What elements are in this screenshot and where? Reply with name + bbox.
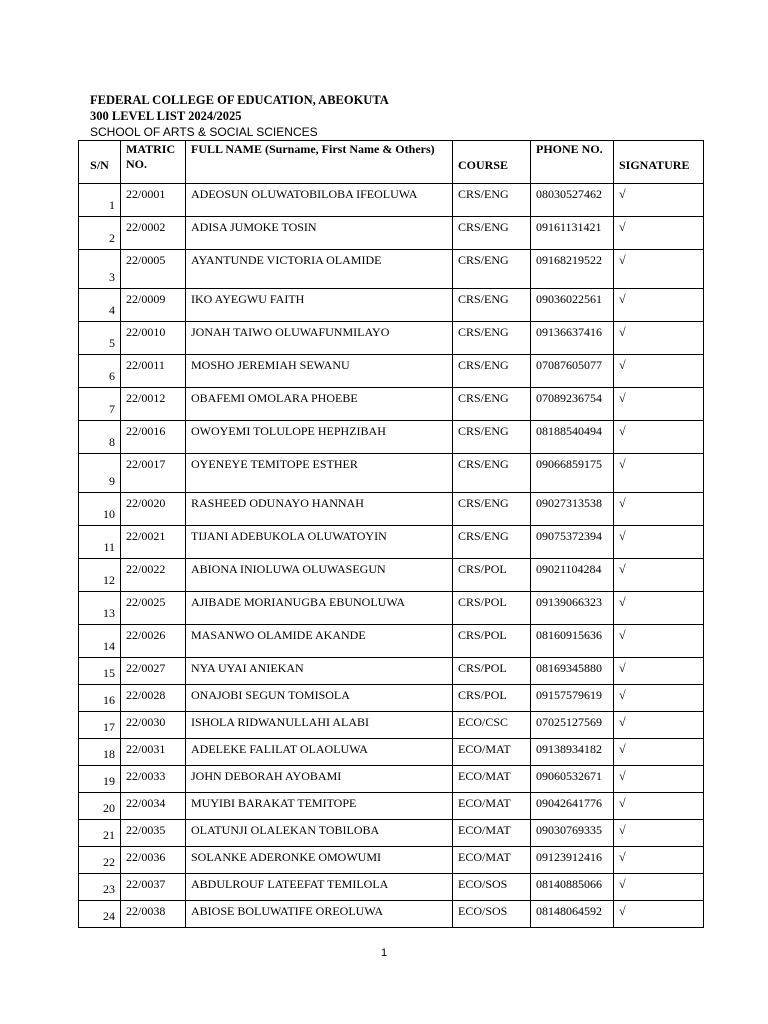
cell-signature: √ bbox=[614, 526, 704, 559]
cell-course: CRS/ENG bbox=[453, 493, 531, 526]
cell-fullname: ABIOSE BOLUWATIFE OREOLUWA bbox=[186, 901, 453, 928]
cell-phone: 09157579619 bbox=[531, 685, 614, 712]
cell-course: CRS/ENG bbox=[453, 184, 531, 217]
cell-fullname: MUYIBI BARAKAT TEMITOPE bbox=[186, 793, 453, 820]
cell-signature: √ bbox=[614, 847, 704, 874]
cell-phone: 09036022561 bbox=[531, 289, 614, 322]
cell-fullname: ONAJOBI SEGUN TOMISOLA bbox=[186, 685, 453, 712]
cell-matric: 22/0038 bbox=[121, 901, 186, 928]
cell-signature: √ bbox=[614, 658, 704, 685]
cell-fullname: TIJANI ADEBUKOLA OLUWATOYIN bbox=[186, 526, 453, 559]
cell-signature: √ bbox=[614, 901, 704, 928]
cell-course: CRS/ENG bbox=[453, 289, 531, 322]
cell-fullname: ISHOLA RIDWANULLAHI ALABI bbox=[186, 712, 453, 739]
table-row bbox=[79, 559, 704, 592]
cell-signature: √ bbox=[614, 874, 704, 901]
cell-sn: 23 bbox=[79, 874, 121, 901]
cell-fullname: ADISA JUMOKE TOSIN bbox=[186, 217, 453, 250]
cell-matric: 22/0034 bbox=[121, 793, 186, 820]
table-row bbox=[79, 421, 704, 454]
table-row bbox=[79, 712, 704, 739]
table-row bbox=[79, 526, 704, 559]
cell-sn: 2 bbox=[79, 217, 121, 250]
cell-signature: √ bbox=[614, 712, 704, 739]
cell-sn: 7 bbox=[79, 388, 121, 421]
table-row bbox=[79, 793, 704, 820]
table-row bbox=[79, 184, 704, 217]
cell-phone: 08169345880 bbox=[531, 658, 614, 685]
cell-fullname: ABDULROUF LATEEFAT TEMILOLA bbox=[186, 874, 453, 901]
cell-fullname: JOHN DEBORAH AYOBAMI bbox=[186, 766, 453, 793]
level-list-title: 300 LEVEL LIST 2024/2025 bbox=[90, 109, 242, 123]
cell-matric: 22/0037 bbox=[121, 874, 186, 901]
cell-signature: √ bbox=[614, 355, 704, 388]
cell-course: ECO/MAT bbox=[453, 739, 531, 766]
cell-course: CRS/POL bbox=[453, 685, 531, 712]
cell-sn: 17 bbox=[79, 712, 121, 739]
cell-phone: 09138934182 bbox=[531, 739, 614, 766]
cell-signature: √ bbox=[614, 592, 704, 625]
cell-course: CRS/ENG bbox=[453, 355, 531, 388]
cell-phone: 08140885066 bbox=[531, 874, 614, 901]
table-row bbox=[79, 685, 704, 712]
cell-phone: 07087605077 bbox=[531, 355, 614, 388]
cell-course: CRS/ENG bbox=[453, 454, 531, 493]
cell-signature: √ bbox=[614, 766, 704, 793]
table-row bbox=[79, 901, 704, 928]
column-header-signature: SIGNATURE bbox=[614, 141, 704, 184]
cell-sn: 16 bbox=[79, 685, 121, 712]
table-row bbox=[79, 847, 704, 874]
cell-signature: √ bbox=[614, 322, 704, 355]
cell-sn: 19 bbox=[79, 766, 121, 793]
cell-signature: √ bbox=[614, 289, 704, 322]
cell-fullname: ABIONA INIOLUWA OLUWASEGUN bbox=[186, 559, 453, 592]
cell-sn: 24 bbox=[79, 901, 121, 928]
cell-phone: 09139066323 bbox=[531, 592, 614, 625]
cell-course: ECO/MAT bbox=[453, 820, 531, 847]
table-row bbox=[79, 322, 704, 355]
cell-phone: 09066859175 bbox=[531, 454, 614, 493]
cell-matric: 22/0022 bbox=[121, 559, 186, 592]
cell-signature: √ bbox=[614, 493, 704, 526]
cell-fullname: ADEOSUN OLUWATOBILOBA IFEOLUWA bbox=[186, 184, 453, 217]
table-header-row bbox=[79, 141, 704, 184]
cell-course: CRS/ENG bbox=[453, 421, 531, 454]
cell-phone: 09021104284 bbox=[531, 559, 614, 592]
cell-signature: √ bbox=[614, 685, 704, 712]
cell-phone: 09168219522 bbox=[531, 250, 614, 289]
cell-course: ECO/MAT bbox=[453, 793, 531, 820]
cell-signature: √ bbox=[614, 820, 704, 847]
table-row bbox=[79, 388, 704, 421]
table-row bbox=[79, 739, 704, 766]
cell-matric: 22/0002 bbox=[121, 217, 186, 250]
table-row bbox=[79, 592, 704, 625]
cell-course: ECO/MAT bbox=[453, 766, 531, 793]
cell-sn: 9 bbox=[79, 454, 121, 493]
cell-phone: 09123912416 bbox=[531, 847, 614, 874]
table-row bbox=[79, 625, 704, 658]
cell-phone: 08030527462 bbox=[531, 184, 614, 217]
cell-phone: 09042641776 bbox=[531, 793, 614, 820]
cell-course: CRS/ENG bbox=[453, 388, 531, 421]
cell-sn: 1 bbox=[79, 184, 121, 217]
cell-signature: √ bbox=[614, 454, 704, 493]
cell-fullname: OWOYEMI TOLULOPE HEPHZIBAH bbox=[186, 421, 453, 454]
cell-sn: 21 bbox=[79, 820, 121, 847]
cell-signature: √ bbox=[614, 184, 704, 217]
table-row bbox=[79, 454, 704, 493]
cell-fullname: AJIBADE MORIANUGBA EBUNOLUWA bbox=[186, 592, 453, 625]
cell-matric: 22/0028 bbox=[121, 685, 186, 712]
cell-fullname: OBAFEMI OMOLARA PHOEBE bbox=[186, 388, 453, 421]
cell-sn: 10 bbox=[79, 493, 121, 526]
cell-matric: 22/0010 bbox=[121, 322, 186, 355]
table-row bbox=[79, 493, 704, 526]
cell-course: CRS/ENG bbox=[453, 526, 531, 559]
column-header-phone: PHONE NO. bbox=[531, 141, 614, 184]
cell-signature: √ bbox=[614, 559, 704, 592]
cell-course: CRS/ENG bbox=[453, 250, 531, 289]
cell-course: CRS/ENG bbox=[453, 322, 531, 355]
cell-phone: 09136637416 bbox=[531, 322, 614, 355]
cell-phone: 09075372394 bbox=[531, 526, 614, 559]
cell-sn: 3 bbox=[79, 250, 121, 289]
cell-matric: 22/0011 bbox=[121, 355, 186, 388]
cell-sn: 5 bbox=[79, 322, 121, 355]
cell-phone: 09027313538 bbox=[531, 493, 614, 526]
cell-sn: 11 bbox=[79, 526, 121, 559]
cell-fullname: MASANWO OLAMIDE AKANDE bbox=[186, 625, 453, 658]
cell-course: CRS/POL bbox=[453, 592, 531, 625]
cell-matric: 22/0027 bbox=[121, 658, 186, 685]
cell-signature: √ bbox=[614, 793, 704, 820]
college-title: FEDERAL COLLEGE OF EDUCATION, ABEOKUTA bbox=[90, 93, 389, 107]
cell-fullname: ADELEKE FALILAT OLAOLUWA bbox=[186, 739, 453, 766]
cell-matric: 22/0016 bbox=[121, 421, 186, 454]
table-row bbox=[79, 250, 704, 289]
cell-sn: 8 bbox=[79, 421, 121, 454]
cell-phone: 09161131421 bbox=[531, 217, 614, 250]
cell-fullname: AYANTUNDE VICTORIA OLAMIDE bbox=[186, 250, 453, 289]
table-row bbox=[79, 820, 704, 847]
cell-sn: 12 bbox=[79, 559, 121, 592]
cell-course: ECO/SOS bbox=[453, 874, 531, 901]
cell-fullname: SOLANKE ADERONKE OMOWUMI bbox=[186, 847, 453, 874]
page-number: 1 bbox=[380, 947, 388, 959]
cell-signature: √ bbox=[614, 421, 704, 454]
cell-fullname: MOSHO JEREMIAH SEWANU bbox=[186, 355, 453, 388]
cell-sn: 13 bbox=[79, 592, 121, 625]
cell-fullname: NYA UYAI ANIEKAN bbox=[186, 658, 453, 685]
cell-matric: 22/0026 bbox=[121, 625, 186, 658]
cell-matric: 22/0030 bbox=[121, 712, 186, 739]
cell-phone: 07025127569 bbox=[531, 712, 614, 739]
cell-sn: 22 bbox=[79, 847, 121, 874]
cell-course: ECO/SOS bbox=[453, 901, 531, 928]
cell-course: CRS/POL bbox=[453, 625, 531, 658]
table-row bbox=[79, 289, 704, 322]
cell-fullname: OLATUNJI OLALEKAN TOBILOBA bbox=[186, 820, 453, 847]
cell-signature: √ bbox=[614, 625, 704, 658]
cell-course: CRS/POL bbox=[453, 658, 531, 685]
cell-matric: 22/0009 bbox=[121, 289, 186, 322]
column-header-course: COURSE bbox=[453, 141, 531, 184]
column-header-sn: S/N bbox=[79, 141, 121, 184]
table-row bbox=[79, 355, 704, 388]
cell-phone: 09030769335 bbox=[531, 820, 614, 847]
cell-matric: 22/0033 bbox=[121, 766, 186, 793]
cell-sn: 4 bbox=[79, 289, 121, 322]
cell-matric: 22/0001 bbox=[121, 184, 186, 217]
cell-sn: 15 bbox=[79, 658, 121, 685]
table-row bbox=[79, 874, 704, 901]
cell-signature: √ bbox=[614, 250, 704, 289]
cell-phone: 08160915636 bbox=[531, 625, 614, 658]
cell-sn: 14 bbox=[79, 625, 121, 658]
cell-signature: √ bbox=[614, 217, 704, 250]
cell-matric: 22/0025 bbox=[121, 592, 186, 625]
cell-matric: 22/0031 bbox=[121, 739, 186, 766]
cell-matric: 22/0021 bbox=[121, 526, 186, 559]
cell-sn: 20 bbox=[79, 793, 121, 820]
cell-phone: 08148064592 bbox=[531, 901, 614, 928]
cell-phone: 08188540494 bbox=[531, 421, 614, 454]
school-title: SCHOOL OF ARTS & SOCIAL SCIENCES bbox=[90, 125, 318, 139]
cell-matric: 22/0035 bbox=[121, 820, 186, 847]
student-list-table bbox=[78, 140, 704, 928]
cell-sn: 6 bbox=[79, 355, 121, 388]
table-row bbox=[79, 766, 704, 793]
cell-matric: 22/0036 bbox=[121, 847, 186, 874]
cell-matric: 22/0017 bbox=[121, 454, 186, 493]
cell-course: CRS/ENG bbox=[453, 217, 531, 250]
cell-matric: 22/0005 bbox=[121, 250, 186, 289]
cell-course: CRS/POL bbox=[453, 559, 531, 592]
cell-course: ECO/CSC bbox=[453, 712, 531, 739]
cell-signature: √ bbox=[614, 388, 704, 421]
table-row bbox=[79, 217, 704, 250]
cell-phone: 09060532671 bbox=[531, 766, 614, 793]
column-header-matric: MATRIC NO. bbox=[121, 141, 186, 184]
cell-fullname: RASHEED ODUNAYO HANNAH bbox=[186, 493, 453, 526]
cell-fullname: IKO AYEGWU FAITH bbox=[186, 289, 453, 322]
cell-sn: 18 bbox=[79, 739, 121, 766]
cell-matric: 22/0012 bbox=[121, 388, 186, 421]
column-header-fullname: FULL NAME (Surname, First Name & Others) bbox=[186, 141, 453, 184]
document-header bbox=[90, 92, 389, 140]
cell-fullname: OYENEYE TEMITOPE ESTHER bbox=[186, 454, 453, 493]
cell-phone: 07089236754 bbox=[531, 388, 614, 421]
cell-fullname: JONAH TAIWO OLUWAFUNMILAYO bbox=[186, 322, 453, 355]
table-row bbox=[79, 658, 704, 685]
cell-matric: 22/0020 bbox=[121, 493, 186, 526]
cell-signature: √ bbox=[614, 739, 704, 766]
cell-course: ECO/MAT bbox=[453, 847, 531, 874]
